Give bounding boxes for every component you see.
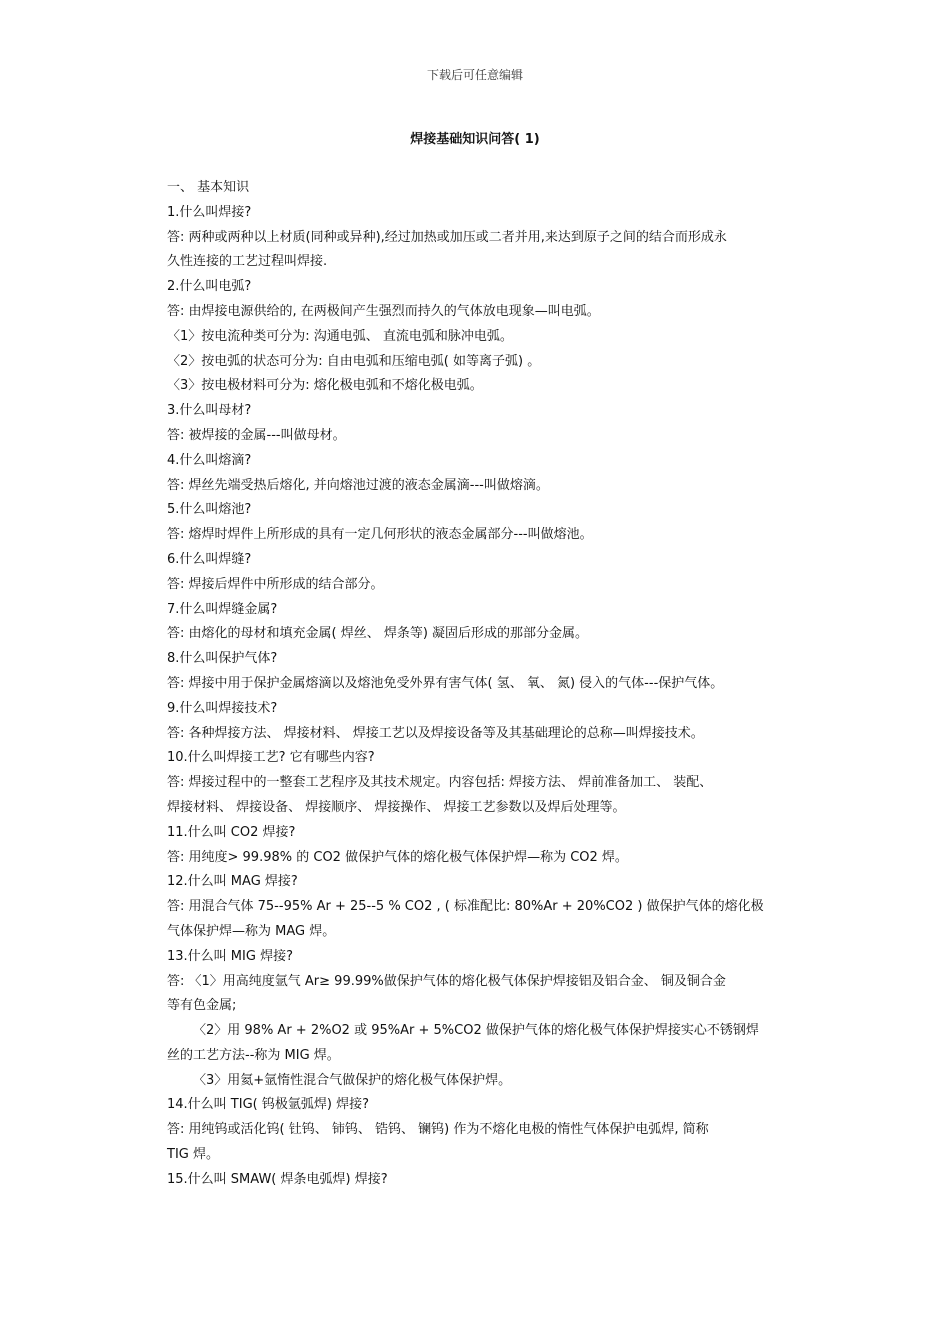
text-line: 答: 各种焊接方法、 焊接材料、 焊接工艺以及焊接设备等及其基础理论的总称—叫焊接技术。 — [167, 725, 704, 741]
text-line: 5.什么叫熔池? — [167, 502, 252, 518]
text-line: 15.什么叫 SMAW( 焊条电弧焊) 焊接? — [167, 1171, 388, 1187]
document-title: 焊接基础知识问答( 1) — [410, 132, 540, 147]
text-line: 14.什么叫 TIG( 钨极氩弧焊) 焊接? — [167, 1097, 369, 1113]
text-line: 10.什么叫焊接工艺? 它有哪些内容? — [167, 750, 375, 766]
text-line: 〈1〉按电流种类可分为: 沟通电弧、 直流电弧和脉冲电弧。 — [167, 328, 513, 344]
text-line: 3.什么叫母材? — [167, 403, 252, 419]
text-line: 9.什么叫焊接技术? — [167, 700, 278, 716]
text-line: 4.什么叫熔滴? — [167, 452, 252, 468]
text-line: 久性连接的工艺过程叫焊接. — [167, 254, 328, 270]
text-line: 答: 焊接中用于保护金属熔滴以及熔池免受外界有害气体( 氢、 氧、 氮) 侵入的气体---保护气体。 — [167, 675, 724, 691]
text-line: 〈3〉按电极材料可分为: 熔化极电弧和不熔化极电弧。 — [167, 378, 483, 394]
text-line: 答: 用纯度> 99.98% 的 CO2 做保护气体的熔化极气体保护焊—称为 CO2 焊。 — [167, 849, 628, 865]
text-line: 答: 〈1〉用高纯度氩气 Ar≥ 99.99%做保护气体的熔化极气体保护焊接铝及铝合金、 铜及铜合金 — [167, 973, 726, 989]
document-body — [167, 176, 792, 1193]
text-line: 答: 被焊接的金属---叫做母材。 — [167, 427, 346, 443]
text-line: 答: 两种或两种以上材质(同种或异种),经过加热或加压或二者并用,来达到原子之间的结合而形成永 — [167, 229, 727, 245]
text-line: TIG 焊。 — [167, 1147, 219, 1163]
text-line: 答: 焊丝先端受热后熔化, 并向熔池过渡的液态金属滴---叫做熔滴。 — [167, 477, 549, 493]
page-header: 下载后可任意编辑 — [426, 68, 523, 82]
text-line: 〈2〉按电弧的状态可分为: 自由电弧和压缩电弧( 如等离子弧) 。 — [167, 353, 541, 369]
text-line: 6.什么叫焊缝? — [167, 551, 252, 567]
text-line: 一、 基本知识 — [167, 180, 250, 195]
text-line: 2.什么叫电弧? — [167, 279, 252, 295]
text-line: 答: 用混合气体 75--95% Ar + 25--5 % CO2 , ( 标准配比: 80%Ar + 20%CO2 ) 做保护气体的熔化极 — [167, 899, 764, 915]
text-line: 丝的工艺方法--称为 MIG 焊。 — [167, 1047, 340, 1063]
text-line: 答: 由焊接电源供给的, 在两极间产生强烈而持久的气体放电现象—叫电弧。 — [167, 303, 600, 319]
text-line: 焊接材料、 焊接设备、 焊接顺序、 焊接操作、 焊接工艺参数以及焊后处理等。 — [167, 799, 626, 815]
text-line: 气体保护焊—称为 MAG 焊。 — [167, 923, 336, 939]
text-line: 7.什么叫焊缝金属? — [167, 601, 278, 617]
text-line: 答: 焊接后焊件中所形成的结合部分。 — [167, 576, 384, 592]
text-line: 〈2〉用 98% Ar + 2%O2 或 95%Ar + 5%CO2 做保护气体的熔化极气体保护焊接实心不锈钢焊 — [193, 1023, 759, 1039]
text-line: 13.什么叫 MIG 焊接? — [167, 948, 293, 964]
text-line: 答: 熔焊时焊件上所形成的具有一定几何形状的液态金属部分---叫做熔池。 — [167, 527, 593, 543]
text-line: 答: 焊接过程中的一整套工艺程序及其技术规定。内容包括: 焊接方法、 焊前准备加工、 装配、 — [167, 775, 713, 791]
text-line: 答: 由熔化的母材和填充金属( 焊丝、 焊条等) 凝固后形成的那部分金属。 — [167, 626, 589, 642]
text-line: 〈3〉用氦+氩惰性混合气做保护的熔化极气体保护焊。 — [193, 1072, 512, 1088]
text-line: 答: 用纯钨或活化钨( 钍钨、 铈钨、 锆钨、 镧钨) 作为不熔化电极的惰性气体保护电弧焊, 简称 — [167, 1122, 709, 1138]
text-line: 11.什么叫 CO2 焊接? — [167, 824, 296, 840]
text-line: 1.什么叫焊接? — [167, 204, 252, 220]
text-line: 8.什么叫保护气体? — [167, 651, 278, 667]
text-line: 12.什么叫 MAG 焊接? — [167, 874, 298, 890]
text-line: 等有色金属; — [167, 998, 237, 1014]
